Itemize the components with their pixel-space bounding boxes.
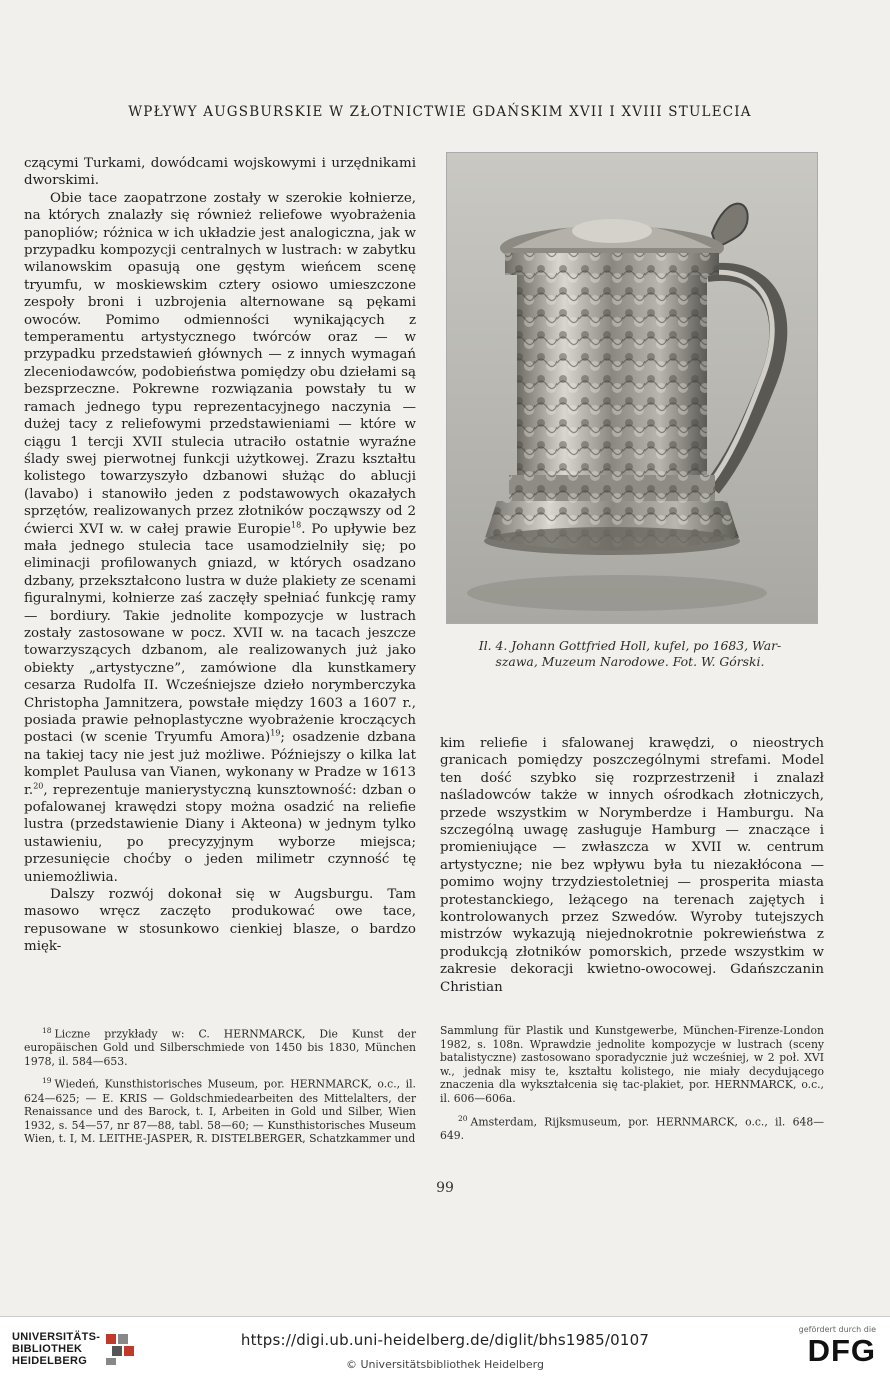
footnote: Sammlung für Plastik und Kunstgewerbe, München-Firenze-London 1982, s. 108n. Wprawdzie jednolite kompozycje w lustrach (sceny batalistyczne) zastosowano sporadycznie już wcześniej, w 2 poł. XVI w., jednak misy te, kształtu kolistego, nie miały decydującego znaczenia dla wykształcenia się tac-plakiet, por. HERNMARCK, o.c., il. 606—606a. — [440, 1024, 824, 1105]
footnote: $^{18}$ Liczne przykłady w: C. HERNMARCK, Die Kunst der europäischen Gold und Silberschmiede von 1450 bis 1830, München 1978, il. 584—653. — [24, 1026, 416, 1068]
body-column-left — [24, 155, 416, 956]
footnote-ref[interactable]: 19 — [270, 728, 281, 738]
footnotes-right — [440, 1024, 824, 1148]
copyright-text: © Universitätsbibliothek Heidelberg — [345, 1358, 544, 1371]
dfg-logo[interactable] — [799, 1325, 876, 1366]
paragraph: kim reliefie i sfalowanej krawędzi, o nieostrych granicach pomiędzy poszczególnymi strefami. Model ten dość szybko się rozprzestrzenił i znalazł naśladowców także w innych ośrodkach złotniczych, przede wszystkim w Norymberdze i Hamburgu. Na szczególną uwagę zasługuje Hamburg — znaczące i promieniujące — zwłaszcza w XVII w. centrum artystyczne; nie bez wpływu była tu niezakłócona — pomimo wojny trzydziestoletniej — prosperita miasta protestanckiego, leżącego na terenach zajętych i kontrolowanych przez Szwedów. Wyroby tutejszych mistrzów wykazują niejednokrotnie pokrewieństwa z produkcją złotników pomorskich, przede wszystkim w zakresie dekoracji kwietno-owocowej. Gdańszczanin Christian — [440, 736, 824, 995]
footnotes-left — [24, 1024, 416, 1152]
running-head: WPŁYWY AUGSBURSKIE W ZŁOTNICTWIE GDAŃSKIM XVII I XVIII STULECIA — [128, 104, 752, 120]
document-url-link[interactable]: https://digi.ub.uni-heidelberg.de/diglit/bhs1985/0107 — [240, 1331, 650, 1349]
paragraph: Obie tace zaopatrzone zostały w szerokie kołnierze, na których znalazły się również reliefowe wyobrażenia panopliów; różnica w ich układzie jest analogiczna, jak w przypadku kompozycji centralnych w lustrach: w zabytku wilanowskim opasują one gęstym wieńcem scenę tryumfu, w moskiewskim cztery osiowo umieszczone zespoły broni i uzbrojenia alternowane są pękami owoców. Pomimo odmienności wynikających z temperamentu artystycznego twórców oraz — w przypadku przedstawień głównych — z innych wymagań zleceniodawców, podobieństwa pomiędzy obu dziełami są bezsprzeczne. Pokrewne rozwiązania powstały tu w ramach jednego typu reprezentacyjnego naczynia — dużej tacy z reliefowymi przedstawieniami — które w ciągu 1 tercji XVII stulecia utraciło ostatnie wyraźne ślady swej pierwotnej funkcji użytkowej. Zrazu kształtu kolistego towarzyszyło dzbanowi służąc do ablucji (lavabo) i stanowiło jeden z podstawowych okazałych sprzętów, realizowanych przez złotników począwszy od 2 ćwierci XVI w. w całej prawie Europie$^{18}$. Po upływie bez mała jednego stulecia tace usamodzielniły się; po eliminacji profilowanych gniazd, w których osadzano dzbany, przekształcono lustra w duże plakiety ze scenami figuralnymi, kołnierze zaś zaczęły spełniać funkcję ramy — bordiury. Takie jednolite kompozycje w lustrach zostały zastosowane w pocz. XVII w. na tacach jeszcze towarzyszących dzbanom, ale realizowanych już jako obiekty „artystyczne”, zamówione dla kunstkamery cesarza Rudolfa II. Wcześniejsze dzieło norymberczyka Christopha Jamnitzera, powstałe między 1603 a 1607 r., posiada prawie pełnoplastyczne wyobrażenie kroczących postaci (w scenie Tryumfu Amora)$^{19}$; osadzenie dzbana na takiej tacy nie jest już możliwe. Późniejszy o kilka lat komplet Paulusa van Vianen, wykonany w Pradze w 1613 r.$^{20}$, reprezentuje manierystyczną kunsztowność: dzban o pofalowanej krawędzi stopy można osadzić na reliefie lustra (przedstawienie Diany i Akteona) w jednym tylko ustawieniu, po precyzyjnym wyborze miejsca; przesunięcie choćby o jeden milimetr czynność tę uniemożliwia. — [24, 190, 416, 885]
footnote-ref[interactable]: 20 — [33, 781, 44, 791]
figure-caption: Il. 4. Johann Gottfried Holl, kufel, po 1683, War- szawa, Muzeum Narodowe. Fot. W. Górski. — [478, 638, 782, 669]
footnote-ref[interactable]: 18 — [291, 520, 302, 530]
footnote: $^{20}$ Amsterdam, Rijksmuseum, por. HERNMARCK, o.c., il. 648—649. — [440, 1113, 824, 1142]
body-column-right — [440, 735, 824, 996]
footnote: $^{19}$ Wiedeń, Kunsthistorisches Museum, por. HERNMARCK, o.c., il. 624—625; — E. KRIS — Goldschmiedearbeiten des Mittelalters, der Renaissance und des Barock, t. I, Arbeiten in Gold und Silber, Wien 1932, s. 54—57, nr 87—88, tabl. 58—60; — Kunsthistorisches Museum Wien, t. I, M. LEITHE-JASPER, R. DISTELBERGER, Schatzkammer und — [24, 1076, 416, 1146]
paragraph: Dalszy rozwój dokonał się w Augsburgu. Tam masowo wręcz zaczęto produkować owe tace, repusowane w stosunkowo cienkiej blasze, o bardzo mięk- — [24, 887, 416, 955]
dfg-wordmark: DFG — [807, 1333, 876, 1368]
library-name: UNIVERSITÄTS- BIBLIOTHEK HEIDELBERG — [12, 1331, 101, 1367]
paragraph: czącymi Turkami, dowódcami wojskowymi i urzędnikami dworskimi. — [24, 156, 416, 189]
tankard-illustration — [447, 153, 817, 623]
figure-tankard-photo — [446, 152, 818, 624]
viewer-footer — [0, 1316, 890, 1383]
page-number: 99 — [436, 1180, 454, 1196]
funded-by-label: gefördert durch die — [798, 1325, 876, 1334]
